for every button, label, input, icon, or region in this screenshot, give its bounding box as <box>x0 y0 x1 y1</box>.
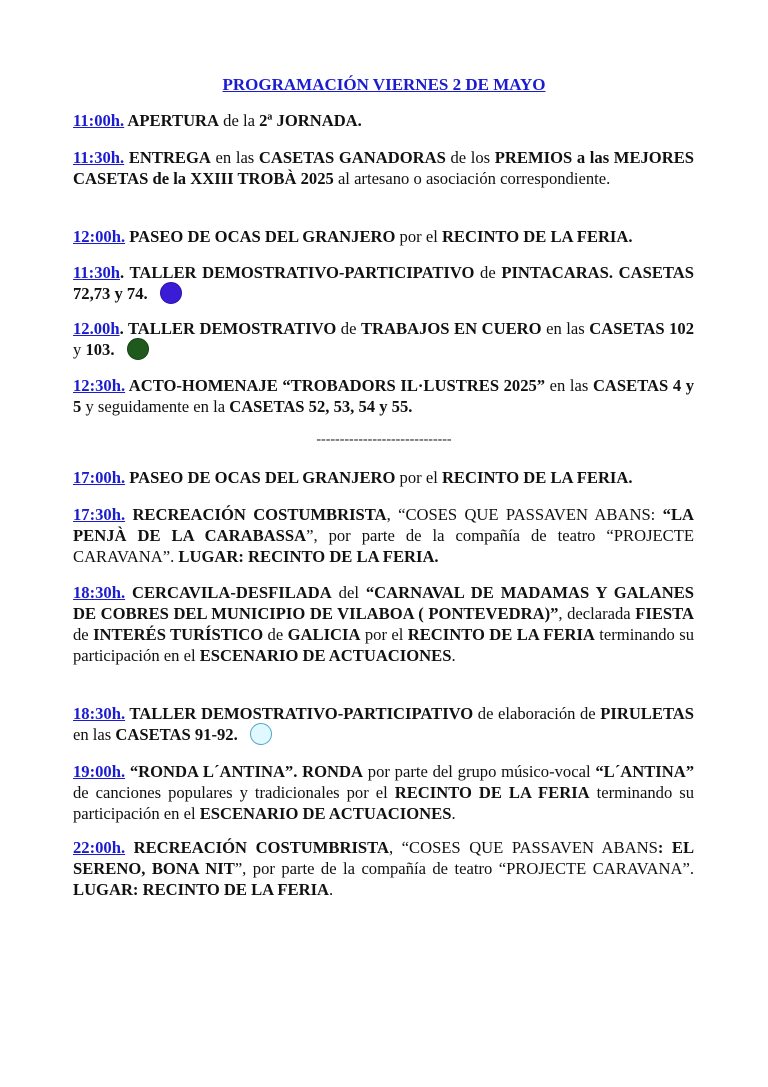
entry-11 <box>73 837 694 900</box>
entry-2 <box>73 226 694 247</box>
entry-text: GALICIA <box>287 625 361 644</box>
entry-6 <box>73 467 694 488</box>
entry-text: APERTURA <box>124 111 220 130</box>
entry-5 <box>73 375 694 417</box>
section-divider: ----------------------------- <box>316 432 452 447</box>
entry-3 <box>73 262 694 306</box>
entry-text: “L´ANTINA” <box>595 762 694 781</box>
entry-text: ENTREGA <box>124 148 211 167</box>
entry-text: RECREACIÓN COSTUMBRISTA <box>125 505 387 524</box>
entry-text: . <box>451 804 456 823</box>
entry-text: . <box>451 646 456 665</box>
entry-text: INTERÉS TURÍSTICO <box>93 625 264 644</box>
entry-time: 11:30h <box>73 263 121 282</box>
entry-text: ”, por parte de la compañía de teatro “PROJECTE CARAVANA”. <box>73 526 695 566</box>
entry-text: de canciones populares y tradicionales por el <box>73 783 395 802</box>
entry-time: 19:00h. <box>73 762 126 781</box>
entry-text: . TALLER DEMOSTRATIVO <box>119 319 337 338</box>
entry-text: terminando su participación en el <box>73 625 695 665</box>
entry-text: LUGAR: RECINTO DE LA FERIA <box>73 880 330 899</box>
entry-text: 2ª JORNADA. <box>259 111 362 130</box>
entry-text: en las <box>545 376 593 395</box>
entry-text: de la <box>219 111 260 130</box>
entry-text: en las <box>73 725 116 744</box>
entry-time: 22:00h. <box>73 838 126 857</box>
entry-text: ACTO-HOMENAJE “TROBADORS IL·LUSTRES 2025” <box>125 376 546 395</box>
entry-text: por el <box>395 227 442 246</box>
entry-text: por el <box>395 468 442 487</box>
entry-text: “LA PENJÀ DE LA CARABASSA <box>73 505 694 545</box>
entry-text: RECINTO DE LA FERIA. <box>441 468 633 487</box>
entry-text: “CARNAVAL DE MADAMAS Y GALANES DE COBRES DEL MUNICIPIO DE VILABOA ( PONTEVEDRA)” <box>73 583 694 623</box>
entry-text: , “COSES QUE PASSAVEN ABANS <box>388 838 658 857</box>
entry-text: . TALLER DEMOSTRATIVO-PARTICIPATIVO <box>120 263 475 282</box>
entry-text: de los <box>445 148 495 167</box>
entry-text: terminando su participación en el <box>73 783 694 823</box>
entry-time: 11:30h. <box>73 148 125 167</box>
entry-text: y <box>73 340 86 359</box>
entry-text: RECREACIÓN COSTUMBRISTA <box>125 838 389 857</box>
entry-text: . <box>329 880 334 899</box>
entry-0 <box>73 110 694 131</box>
entry-text: “RONDA L´ANTINA”. RONDA <box>125 762 363 781</box>
entry-text: PASEO DE OCAS DEL GRANJERO <box>125 227 396 246</box>
entry-text: LUGAR: RECINTO DE LA FERIA. <box>178 547 439 566</box>
entry-text: ESCENARIO DE ACTUACIONES <box>199 646 452 665</box>
entry-time: 18:30h. <box>73 704 126 723</box>
entry-text: CASETAS GANADORAS <box>258 148 446 167</box>
entry-time: 12:00h. <box>73 227 126 246</box>
entry-text: CASETAS 52, 53, 54 y 55. <box>229 397 413 416</box>
entry-4 <box>73 318 694 362</box>
entry-time: 18:30h. <box>73 583 126 602</box>
entry-text: PASEO DE OCAS DEL GRANJERO <box>125 468 396 487</box>
entry-time: 12.00h <box>73 319 120 338</box>
entry-time: 17:30h. <box>73 505 126 524</box>
entry-text: : EL SERENO, BONA NIT <box>73 838 695 878</box>
entry-text: , “COSES QUE PASSAVEN ABANS: <box>386 505 663 524</box>
entry-text: , declarada <box>558 604 636 623</box>
entry-1 <box>73 147 694 189</box>
entry-text: por parte del grupo músico-vocal <box>363 762 596 781</box>
entry-text: ”, por parte de la compañía de teatro “PROJECTE CARAVANA”. <box>234 859 694 878</box>
entry-text: CASETAS 91-92. <box>115 725 238 744</box>
entry-text: de <box>73 625 94 644</box>
entry-text: PIRULETAS <box>600 704 694 723</box>
cyan-circle-icon <box>250 723 272 745</box>
entry-text: en las <box>210 148 259 167</box>
entry-text: RECINTO DE LA FERIA <box>407 625 595 644</box>
entry-9 <box>73 703 694 747</box>
entry-text: TALLER DEMOSTRATIVO-PARTICIPATIVO <box>125 704 474 723</box>
entry-text: CASETAS 102 <box>589 319 695 338</box>
entry-text: por el <box>360 625 408 644</box>
entry-text: al artesano o asociación correspondiente. <box>333 169 611 188</box>
entry-text: 103. <box>85 340 115 359</box>
entry-8 <box>73 582 694 666</box>
entry-text: RECINTO DE LA FERIA <box>394 783 590 802</box>
entry-text: PINTACARAS. CASETAS 72,73 y 74. <box>73 263 694 303</box>
entry-text: FIESTA <box>635 604 694 623</box>
entry-text: RECINTO DE LA FERIA. <box>441 227 633 246</box>
entry-text: en las <box>541 319 590 338</box>
entry-text: del <box>331 583 366 602</box>
page-title: PROGRAMACIÓN VIERNES 2 DE MAYO <box>222 75 546 94</box>
entry-text: de <box>474 263 502 282</box>
green-circle-icon <box>127 338 149 360</box>
entry-text: de <box>336 319 361 338</box>
entry-text: de <box>263 625 288 644</box>
entry-text: CASETAS 4 y 5 <box>73 376 694 416</box>
entry-time: 12:30h. <box>73 376 126 395</box>
entry-time: 17:00h. <box>73 468 126 487</box>
entry-text: CERCAVILA-DESFILADA <box>125 583 332 602</box>
entry-text: y seguidamente en la <box>81 397 230 416</box>
blue-circle-icon <box>160 282 182 304</box>
entry-time: 11:00h. <box>73 111 125 130</box>
entry-text: TRABAJOS EN CUERO <box>360 319 542 338</box>
entry-7 <box>73 504 694 567</box>
entry-text: de elaboración de <box>473 704 601 723</box>
entry-text: PREMIOS a las MEJORES CASETAS de la XXIII TROBÀ 2025 <box>73 148 694 188</box>
entry-text: ESCENARIO DE ACTUACIONES <box>199 804 452 823</box>
entry-10 <box>73 761 694 824</box>
